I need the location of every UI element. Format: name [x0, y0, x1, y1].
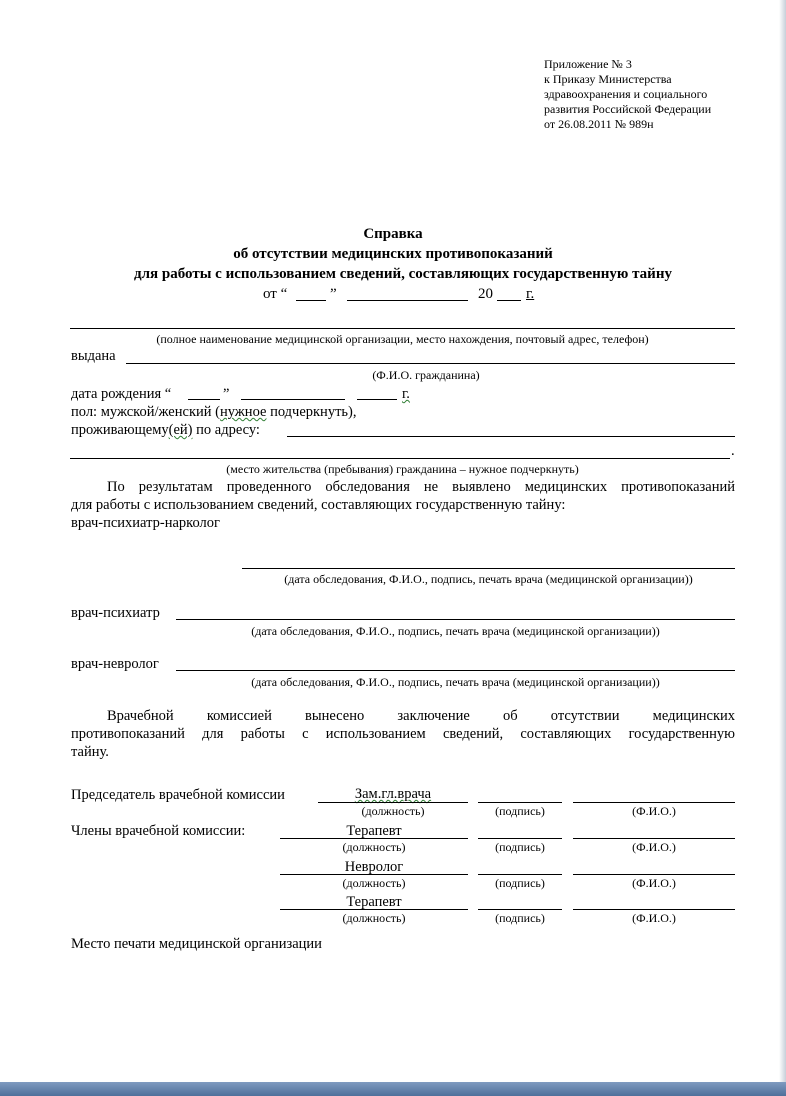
appendix-line-2: к Приказу Министерства [544, 72, 672, 86]
appendix-line-1: Приложение № 3 [544, 57, 632, 71]
fio-caption: (Ф.И.О. гражданина) [372, 368, 480, 382]
birth-month-line[interactable] [241, 399, 345, 400]
chairman-fio-caption: (Ф.И.О.) [632, 804, 676, 818]
psychiatrist-line[interactable] [176, 619, 735, 620]
narcologist-caption: (дата обследования, Ф.И.О., подпись, печать врача (медицинской организации)) [284, 572, 693, 586]
member-3-position: Терапевт [346, 894, 402, 910]
narcologist-label: врач-психиатр-нарколог [71, 515, 220, 531]
members-label: Члены врачебной комиссии: [71, 823, 246, 839]
date-year-prefix: 20 [478, 286, 493, 302]
chairman-signature-caption: (подпись) [495, 804, 545, 818]
member-3-position-line[interactable] [280, 909, 468, 910]
chairman-position-line[interactable] [318, 802, 468, 803]
member-2-position: Невролог [344, 859, 404, 875]
page-shadow [779, 0, 786, 1082]
neurologist-line[interactable] [176, 670, 735, 671]
address-line-2[interactable] [70, 458, 730, 459]
issued-fio-line[interactable] [126, 363, 735, 364]
member-1-position-line[interactable] [280, 838, 468, 839]
sex-line: пол: мужской/женский (нужное подчеркнуть), [71, 404, 357, 420]
member-2-signature-caption: (подпись) [495, 876, 545, 890]
org-line[interactable] [70, 328, 735, 329]
title-line-1: Справка [363, 226, 423, 242]
date-day-line[interactable] [296, 300, 326, 301]
result-text-line-1: По результатам проведенного обследования не выявлено медицинских противопоказаний [107, 479, 735, 495]
appendix-line-3: здравоохранения и социального [544, 87, 708, 101]
neurologist-caption: (дата обследования, Ф.И.О., подпись, печать врача (медицинской организации)) [251, 675, 660, 689]
address-caption: (место жительства (пребывания) гражданина – нужное подчеркнуть) [226, 462, 579, 476]
address-line-1[interactable] [287, 436, 735, 437]
member-3-signature-line[interactable] [478, 909, 562, 910]
commission-text-line-2: противопоказаний для работы с использованием сведений, составляющих государственную [71, 726, 735, 742]
member-2-signature-line[interactable] [478, 874, 562, 875]
date-month-line[interactable] [347, 300, 468, 301]
member-2-fio-caption: (Ф.И.О.) [632, 876, 676, 890]
date-year-line[interactable] [497, 300, 521, 301]
org-caption: (полное наименование медицинской организации, место нахождения, почтовый адрес, телефон) [156, 332, 649, 346]
psychiatrist-caption: (дата обследования, Ф.И.О., подпись, печать врача (медицинской организации)) [251, 624, 660, 638]
date-quote: ” [330, 286, 337, 302]
chairman-fio-line[interactable] [573, 802, 735, 803]
member-2-position-line[interactable] [280, 874, 468, 875]
neurologist-label: врач-невролог [71, 656, 159, 672]
date-suffix: г. [526, 286, 535, 302]
birth-year-line[interactable] [357, 399, 397, 400]
member-1-fio-caption: (Ф.И.О.) [632, 840, 676, 854]
issued-label: выдана [71, 348, 116, 364]
appendix-line-4: развития Российской Федерации [544, 102, 712, 116]
member-3-fio-line[interactable] [573, 909, 735, 910]
commission-text-line-1: Врачебной комиссией вынесено заключение об отсутствии медицинских [107, 708, 735, 724]
member-1-fio-line[interactable] [573, 838, 735, 839]
chairman-label: Председатель врачебной комиссии [71, 787, 285, 803]
title-line-2: об отсутствии медицинских противопоказаний [233, 246, 553, 262]
birth-suffix: г. [402, 386, 410, 402]
date-prefix: от “ [263, 286, 288, 302]
address-period: . [731, 443, 735, 459]
member-2-fio-line[interactable] [573, 874, 735, 875]
commission-text-line-3: тайну. [71, 744, 109, 760]
birth-quote: ” [223, 386, 230, 402]
member-1-position-caption: (должность) [342, 840, 406, 854]
member-3-position-caption: (должность) [342, 911, 406, 925]
member-1-position: Терапевт [346, 823, 402, 839]
appendix-line-5: от 26.08.2011 № 989н [544, 117, 654, 131]
member-1-signature-line[interactable] [478, 838, 562, 839]
member-1-signature-caption: (подпись) [495, 840, 545, 854]
birth-day-line[interactable] [188, 399, 220, 400]
narcologist-line[interactable] [242, 568, 735, 569]
psychiatrist-label: врач-психиатр [71, 605, 160, 621]
title-line-3: для работы с использованием сведений, составляющих государственную тайну [134, 266, 672, 282]
chairman-position: Зам.гл.врача [354, 786, 432, 802]
member-3-fio-caption: (Ф.И.О.) [632, 911, 676, 925]
member-3-signature-caption: (подпись) [495, 911, 545, 925]
result-text-line-2: для работы с использованием сведений, составляющих государственную тайну: [71, 497, 566, 513]
birth-label: дата рождения “ [71, 386, 172, 402]
chairman-signature-line[interactable] [478, 802, 562, 803]
address-label: проживающему(ей) по адресу: [71, 422, 260, 438]
chairman-position-caption: (должность) [361, 804, 425, 818]
window-bottom-bar [0, 1082, 786, 1096]
stamp-label: Место печати медицинской организации [71, 936, 322, 952]
member-2-position-caption: (должность) [342, 876, 406, 890]
